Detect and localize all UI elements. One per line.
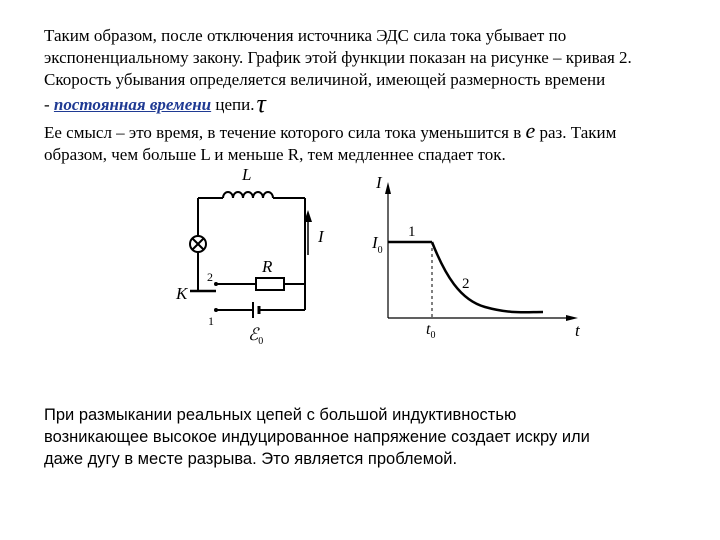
line4-prefix: -	[44, 95, 54, 114]
paragraph-spark-problem	[44, 404, 694, 470]
x-axis-label: t	[575, 321, 580, 340]
contact-2-label: 2	[207, 270, 213, 284]
paragraph1-line1: Таким образом, после отключения источника ЭДС сила тока убывает по	[44, 26, 567, 45]
inductor-coil	[223, 192, 273, 198]
paragraph1-line2: экспоненциальному закону. График этой функции показан на рисунке – кривая 2.	[44, 48, 632, 67]
paragraph-exponential-decay	[44, 25, 694, 116]
i0-symbol: I	[372, 233, 378, 252]
paragraph-time-constant-meaning	[44, 120, 694, 166]
contact-1-label: 1	[208, 314, 214, 328]
curve-2-label: 2	[462, 276, 470, 292]
i0-label	[371, 233, 383, 256]
line1-suffix: раз. Таким	[535, 123, 617, 142]
t0-label	[426, 321, 435, 340]
contact-2	[214, 282, 218, 286]
paragraph1-line3: Скорость убывания определяется величиной, имеющей размерность времени	[44, 70, 606, 89]
time-constant-term-link[interactable]: постоянная времени	[53, 95, 212, 114]
t0-subscript: 0	[430, 330, 436, 340]
t0-symbol: t	[426, 321, 431, 338]
e-symbol: e	[525, 118, 536, 143]
resistor	[256, 278, 284, 290]
current-label: I	[318, 227, 324, 246]
y-axis-label: I	[376, 173, 382, 192]
y-axis-arrow-icon	[385, 182, 391, 194]
contact-1	[214, 308, 218, 312]
emf-label	[248, 325, 263, 347]
paragraph3-line3: даже дугу в месте разрыва. Это является проблемой.	[44, 450, 458, 468]
key-label: K	[176, 284, 188, 303]
rl-circuit-diagram	[170, 160, 350, 350]
tau-symbol: τ	[256, 89, 266, 118]
paragraph1-line4	[44, 91, 694, 116]
resistor-label: R	[262, 257, 273, 276]
line4-suffix: цепи.	[211, 95, 255, 114]
paragraph3-line2: возникающее высокое индуцированное напряжение создает искру или	[44, 428, 590, 446]
i0-subscript: 0	[377, 245, 383, 256]
inductor-label: L	[242, 165, 252, 184]
emf-symbol: ℰ	[248, 325, 259, 344]
paragraph2-line2: образом, чем больше L и меньше R, тем медленнее спадает ток.	[44, 145, 506, 164]
emf-subscript: 0	[258, 336, 264, 347]
curve-1-label: 1	[408, 224, 416, 240]
line1-prefix: Ее смысл – это время, в течение которого сила тока уменьшится в	[44, 123, 526, 142]
paragraph2-line1	[44, 120, 694, 144]
current-decay-graph	[365, 170, 590, 340]
curve-2-exponential	[432, 242, 543, 312]
paragraph3-line1: При размыкании реальных цепей с большой индуктивностью	[44, 406, 517, 424]
